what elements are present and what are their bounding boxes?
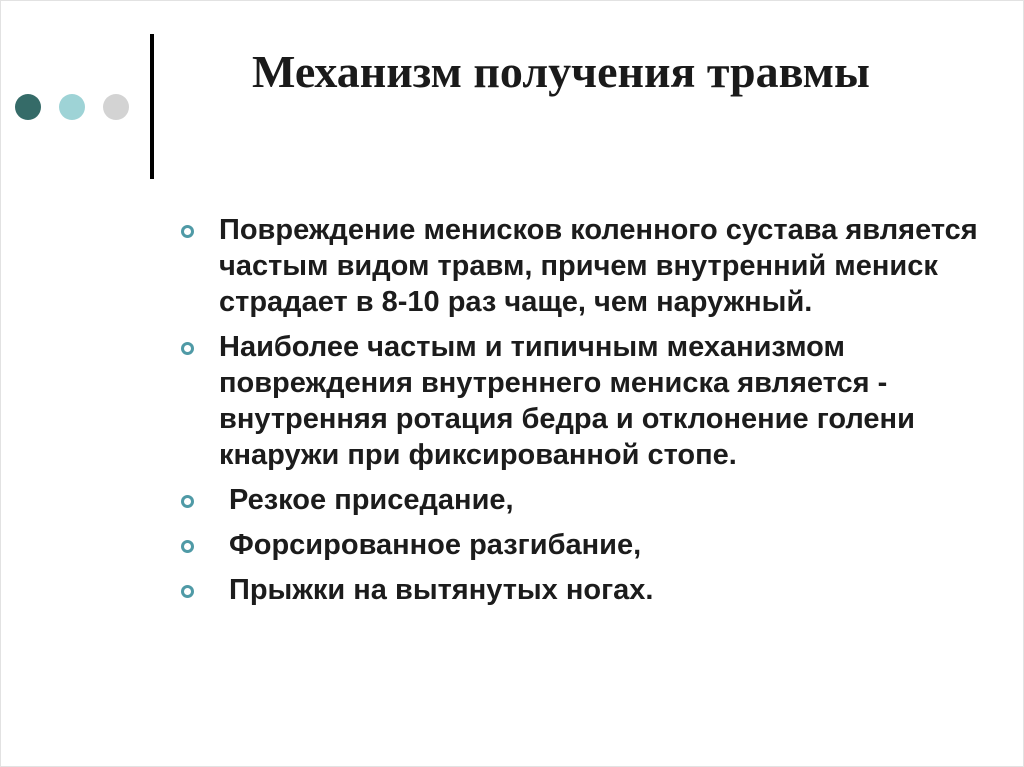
ring-bullet-icon [181,540,194,553]
vertical-divider [150,34,154,179]
decorative-dots [15,94,135,122]
bullet-text: Резкое приседание, [229,484,514,516]
dark-teal-dot-icon [15,94,41,120]
bullet-item [181,527,981,563]
bullet-text: Повреждение менисков коленного сустава является частым видом травм, причем внутренний мениск страдает в 8-10 раз чаще, чем наружный. [219,214,978,318]
ring-bullet-icon [181,342,194,355]
ring-bullet-icon [181,495,194,508]
bullet-text: Форсированное разгибание, [229,529,642,561]
bullet-item [181,572,981,608]
bullet-text: Наиболее частым и типичным механизмом повреждения внутреннего мениска является - внутренняя ротация бедра и отклонение голени кнаружи при фиксированной стопе. [219,331,915,471]
bullet-list [181,212,981,617]
bullet-text: Прыжки на вытянутых ногах. [229,574,654,606]
bullet-item [181,212,981,320]
light-teal-dot-icon [59,94,85,120]
bullet-item [181,329,981,473]
slide-title: Механизм получения травмы [252,46,870,97]
bullet-item [181,482,981,518]
grey-dot-icon [103,94,129,120]
ring-bullet-icon [181,585,194,598]
ring-bullet-icon [181,225,194,238]
